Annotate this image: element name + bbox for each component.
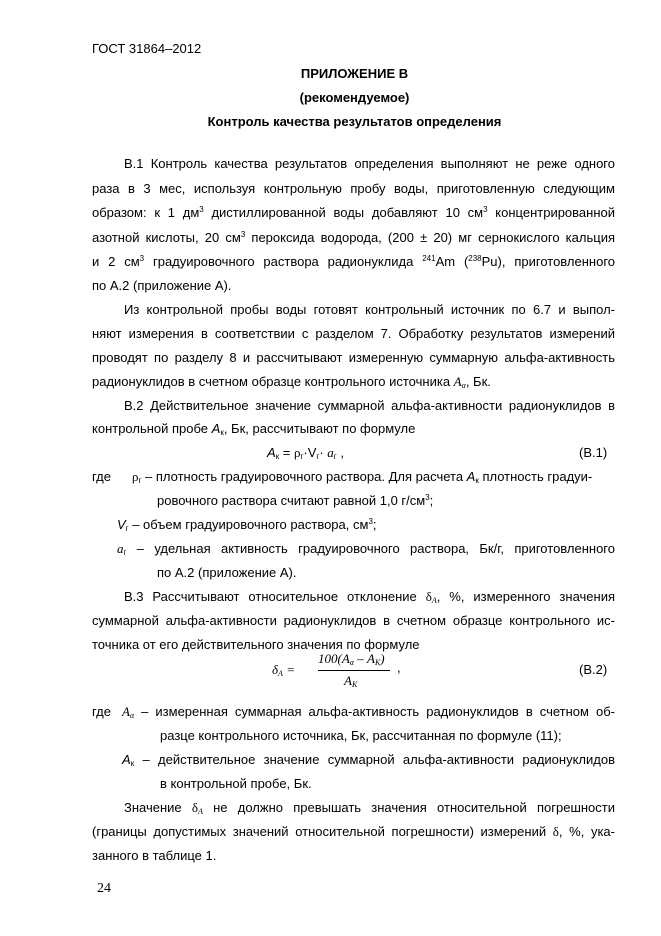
page-number: 24 bbox=[97, 881, 111, 896]
fraction-numerator: $100(A_\alpha - A_K)$ bbox=[318, 651, 385, 667]
b1-line-4: азотной кислоты, 20 $см^3$ пероксида водорода, (200 ± 20) мг сернокислого кальция bbox=[92, 230, 615, 245]
appendix-heading: Контроль качества результатов определения bbox=[207, 114, 502, 129]
v-definition: $V_г$ – объем градуировочного раствора, $см^3$; bbox=[117, 517, 377, 533]
fraction-denominator: $A_K$ bbox=[344, 673, 358, 689]
a-k-definition-cont: в контрольной пробе, Бк. bbox=[160, 776, 312, 791]
b1-line-1: В.1 Контроль качества результатов определения выполняют не реже одного bbox=[124, 156, 615, 171]
appendix-title: ПРИЛОЖЕНИЕ В bbox=[300, 66, 409, 81]
b1-p2-line-2: няют измерения в соответствии с разделом 7. Обработку результатов измерений bbox=[92, 326, 615, 341]
rho-definition-cont: ровочного раствора считают равной 1,0 $г/см^3$; bbox=[157, 493, 434, 508]
where-label-2: где bbox=[92, 704, 111, 719]
where-label-1: где bbox=[92, 469, 111, 484]
b1-line-6: по А.2 (приложение А). bbox=[92, 278, 232, 293]
fraction-bar bbox=[318, 670, 390, 671]
rho-definition: $\rho_г$ – плотность градуировочного раствора. Для расчета $A_к$ плотность градуи- bbox=[132, 469, 593, 485]
b1-p2-line-1: Из контрольной пробы воды готовят контрольный источник по 6.7 и выпол- bbox=[124, 302, 615, 317]
a-alpha-definition-cont: разце контрольного источника, Бк, рассчитанная по формуле (11); bbox=[160, 728, 562, 743]
b3-conclusion-line-1: Значение $\delta_A$ не должно превышать значения относительной погрешности bbox=[124, 800, 615, 816]
b3-conclusion-line-2: (границы допустимых значений относительной погрешности) измерений δ, %, ука- bbox=[92, 824, 615, 839]
b3-line-3: точника от его действительного значения по формуле bbox=[92, 637, 420, 652]
standard-header: ГОСТ 31864–2012 bbox=[92, 41, 202, 56]
b2-line-2: контрольной пробе $A_к$, Бк, рассчитывают по формуле bbox=[92, 421, 416, 437]
formula-number-b1: (В.1) bbox=[579, 445, 608, 460]
a-definition: $a_г$ – удельная активность градуировочного раствора, Бк/г, приготовленного bbox=[117, 541, 615, 557]
equation-b1: $A_к = \rho_г\cdot V_г\cdot a_г$ , bbox=[267, 445, 344, 461]
b1-p2-line-4: радионуклидов в счетном образце контрольного источника $A_\alpha$, Бк. bbox=[92, 374, 491, 390]
formula-number-b2: (В.2) bbox=[579, 662, 608, 677]
b2-line-1: В.2 Действительное значение суммарной альфа-активности радионуклидов в bbox=[124, 398, 615, 413]
b1-line-2: раза в 3 мес, используя контрольную пробу воды, приготовленную следующим bbox=[92, 181, 615, 196]
b1-p2-line-3: проводят по разделу 8 и рассчитывают измеренную суммарную альфа-активность bbox=[92, 350, 615, 365]
a-alpha-definition: $A_\alpha$ – измеренная суммарная альфа-активность радионуклидов в счетном об- bbox=[122, 704, 615, 720]
b3-line-2: суммарной альфа-активности радионуклидов в счетном образце контрольного ис- bbox=[92, 613, 615, 628]
a-definition-cont: по А.2 (приложение А). bbox=[157, 565, 297, 580]
b1-line-5: и 2 $см^3$ градуировочного раствора радионуклида $^{241}$Am ($^{238}$Pu), приготовленного bbox=[92, 254, 616, 269]
appendix-status: (рекомендуемое) bbox=[299, 90, 410, 105]
a-k-definition: $A_к$ – действительное значение суммарной альфа-активности радионуклидов bbox=[122, 752, 615, 768]
equation-b2-comma: , bbox=[397, 660, 401, 675]
b1-line-3: образом: к 1 $дм^3$ дистиллированной воды добавляют 10 $см^3$ концентрированной bbox=[92, 205, 616, 220]
equation-b2-lhs: $\delta_A$ = bbox=[272, 662, 295, 678]
b3-line-1: В.3 Рассчитывают относительное отклонение $\delta_A$, %, измеренного значения bbox=[124, 589, 615, 605]
b3-conclusion-line-3: занного в таблице 1. bbox=[92, 848, 217, 863]
